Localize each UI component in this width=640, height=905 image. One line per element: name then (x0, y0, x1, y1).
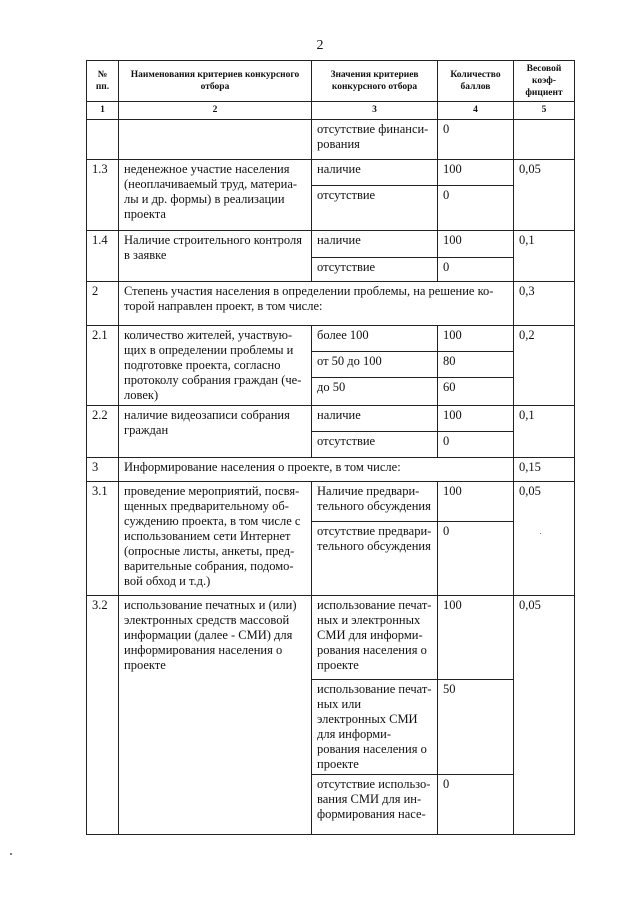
criterion-score: 0 (438, 432, 514, 458)
scan-speck (540, 533, 541, 534)
criterion-name: Информирование населения о проекте, в том числе: (119, 458, 514, 482)
criterion-weight: 0,05 (514, 482, 575, 596)
column-number: 2 (119, 102, 312, 120)
column-number: 3 (312, 102, 438, 120)
header-name: Наименования критериев конкурсного отбора (119, 61, 312, 102)
criterion-name: Степень участия населения в определении проблемы, на решение ко-торой направлен проект, в том числе: (119, 282, 514, 326)
criterion-name: использование печатных и (или) электронных средств массовой информации (далее - СМИ) для информирования населения о проекте (119, 596, 312, 835)
criterion-score: 100 (438, 326, 514, 352)
criterion-name: неденежное участие населения (неоплачиваемый труд, материа-лы и др. формы) в реализации проекта (119, 160, 312, 231)
criterion-score: 0 (438, 186, 514, 231)
table-header-row (87, 61, 575, 102)
criterion-score: 100 (438, 231, 514, 258)
criterion-weight: 0,05 (514, 160, 575, 231)
criterion-value: отсутствие предвари-тельного обсуждения (312, 522, 438, 596)
criterion-value: наличие (312, 231, 438, 258)
criterion-score: 100 (438, 160, 514, 186)
criterion-value: наличие (312, 406, 438, 432)
row-number: 2.1 (87, 326, 119, 406)
page-number: 2 (316, 38, 324, 53)
criterion-name: Наличие строительного контроля в заявке (119, 231, 312, 282)
criterion-value: до 50 (312, 377, 438, 405)
criterion-score: 80 (438, 352, 514, 377)
criterion-name: наличие видеозаписи собрания граждан (119, 406, 312, 458)
criterion-value: отсутствие (312, 186, 438, 231)
table-row (87, 160, 575, 186)
criterion-value: отсутствие (312, 258, 438, 282)
column-number: 1 (87, 102, 119, 120)
criterion-value: отсутствие использо-вания СМИ для ин-формирования насе- (312, 775, 438, 835)
row-number: 3.2 (87, 596, 119, 835)
row-number: 2.2 (87, 406, 119, 458)
criterion-score: 0 (438, 120, 514, 160)
row-number: 1.3 (87, 160, 119, 231)
criterion-weight: 0,15 (514, 458, 575, 482)
criterion-score: 60 (438, 377, 514, 405)
criterion-value: отсутствие финанси-рования (312, 120, 438, 160)
criterion-weight: 0,1 (514, 231, 575, 282)
row-number: 3.1 (87, 482, 119, 596)
criterion-value: отсутствие (312, 432, 438, 458)
table-row (87, 406, 575, 432)
table-row (87, 120, 575, 160)
column-numbers-row (87, 102, 575, 120)
table-row (87, 596, 575, 680)
table-row (87, 231, 575, 258)
criterion-score: 100 (438, 406, 514, 432)
criterion-value: Наличие предвари-тельного обсуждения (312, 482, 438, 522)
criterion-weight: 0,1 (514, 406, 575, 458)
criterion-weight: 0,3 (514, 282, 575, 326)
criterion-value: более 100 (312, 326, 438, 352)
criterion-value: от 50 до 100 (312, 352, 438, 377)
header-values: Значения критериев конкурсного отбора (312, 61, 438, 102)
header-score: Количество баллов (438, 61, 514, 102)
criterion-score: 0 (438, 258, 514, 282)
column-number: 5 (514, 102, 575, 120)
criterion-value: использование печат-ных и электронных СМИ для информи-рования населения о проекте (312, 596, 438, 680)
row-number: 3 (87, 458, 119, 482)
criterion-score: 50 (438, 680, 514, 775)
header-weight: Весовой коэф-фициент (514, 61, 575, 102)
criteria-table (86, 60, 575, 835)
criterion-weight: 0,2 (514, 326, 575, 406)
column-number: 4 (438, 102, 514, 120)
row-number: 2 (87, 282, 119, 326)
criterion-name: проведение мероприятий, посвя-щенных предварительному об-суждению проекта, в том числе с использованием сети Интернет (опросные листы, анкеты, пред-варительные собрания, подомо-вой обход и т.д.) (119, 482, 312, 596)
table-row (87, 326, 575, 352)
criterion-score: 0 (438, 522, 514, 596)
criterion-score: 100 (438, 482, 514, 522)
criterion-value: наличие (312, 160, 438, 186)
header-num: № пп. (87, 61, 119, 102)
row-number: 1.4 (87, 231, 119, 282)
scan-speck (10, 853, 12, 855)
criterion-score: 100 (438, 596, 514, 680)
criterion-name: количество жителей, участвую-щих в определении проблемы и подготовке проекта, согласно протоколу собрания граждан (че-ловек) (119, 326, 312, 406)
criterion-value: использование печат-ных или электронных СМИ для информи-рования населения о проекте (312, 680, 438, 775)
table-row (87, 458, 575, 482)
criterion-score: 0 (438, 775, 514, 835)
table-row (87, 482, 575, 522)
criterion-weight: 0,05 (514, 596, 575, 835)
table-row (87, 282, 575, 326)
